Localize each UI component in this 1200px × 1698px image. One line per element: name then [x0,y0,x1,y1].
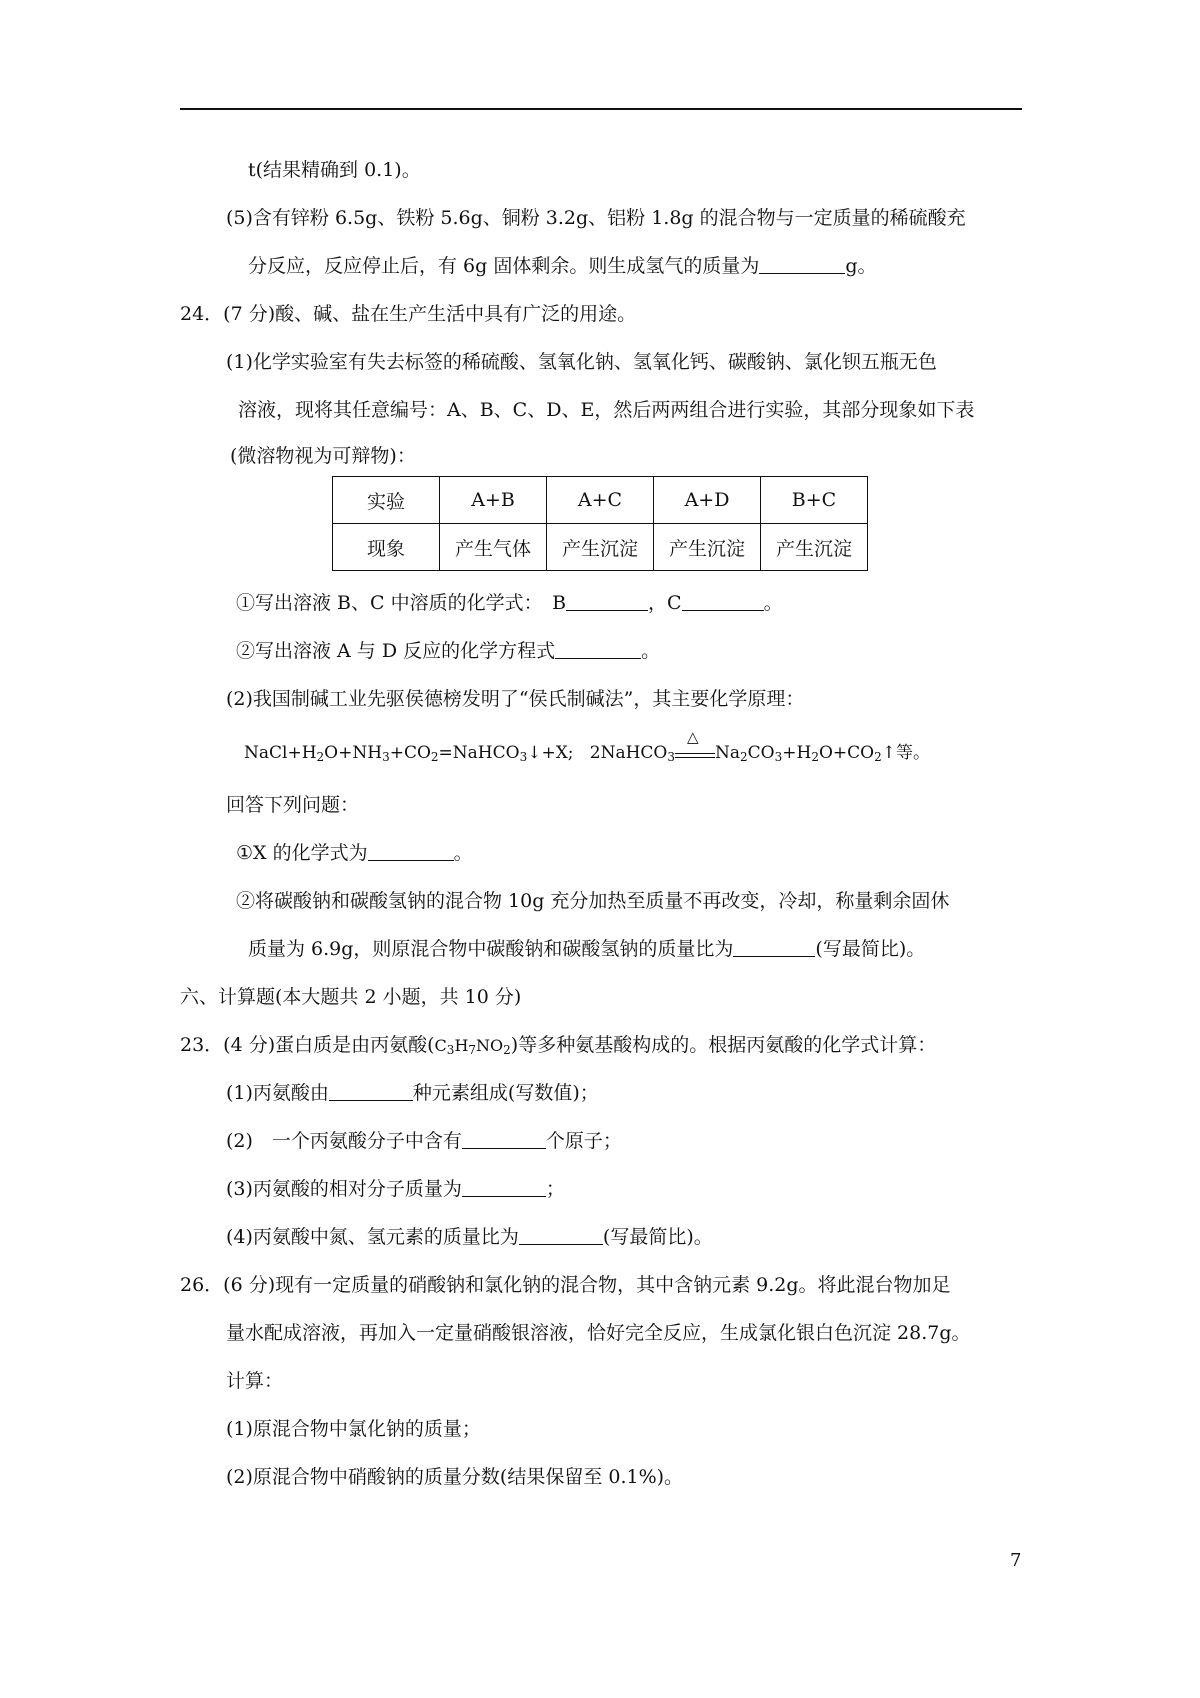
table-row [333,524,868,571]
text-line: ①写出溶液 B、C 中溶质的化学式： B ，C 。 [236,592,783,614]
text-line: (2)我国制碱工业先驱侯德榜发明了“侯氏制碱法”，其主要化学原理： [226,688,805,710]
text-line: ①X 的化学式为 。 [236,842,473,864]
question-24: 24．(7 分)酸、碱、盐在生产生活中具有广泛的用途。 [180,303,637,325]
answer-blank[interactable] [368,842,454,861]
table-cell: 产生气体 [440,524,547,571]
answer-blank[interactable] [733,938,815,957]
text-line: 质量为 6.9g，则原混合物中碳酸钠和碳酸氢钠的质量比为 (写最简比)。 [248,938,926,960]
text-line: ②写出溶液 A 与 D 反应的化学方程式 。 [236,640,661,662]
table-cell: 产生沉淀 [654,524,761,571]
answer-blank[interactable] [329,1082,413,1101]
text-line: (3)丙氨酸的相对分子质量为 ； [226,1178,565,1200]
table-cell: 现象 [333,524,440,571]
text-line: (1)丙氨酸由 种元素组成(写数值)； [226,1082,599,1104]
answer-blank[interactable] [519,1226,603,1245]
text-line: (微溶物视为可辩物)： [230,445,416,467]
table-cell: 实验 [333,477,440,524]
question-23: 23．(4 分)蛋白质是由丙氨酸$(C_3H_7NO_2)$等多种氨基酸构成的。根据丙氨酸的化学式计算： [180,1034,937,1057]
text-line: (1)原混合物中氯化钠的质量； [226,1418,481,1440]
table-cell: A+B [440,477,547,524]
answer-blank[interactable] [462,1178,546,1197]
answer-blank[interactable] [759,255,845,274]
text-line: (4)丙氨酸中氮、氢元素的质量比为 (写最简比)。 [226,1226,713,1248]
table-header-row [333,477,868,524]
answer-blank[interactable] [555,640,641,659]
question-26: 26．(6 分)现有一定质量的硝酸钠和氯化钠的混合物，其中含钠元素 9.2g。将此混台物加足 [180,1274,951,1296]
heat-condition: △ [675,745,715,758]
text-line: 回答下列问题： [226,794,360,816]
text-line: 分反应，反应停止后，有 6g 固体剩余。则生成氢气的质量为 g。 [248,255,877,277]
text-line: 溶液，现将其任意编号：A、B、C、D、E，然后两两组合进行实验，其部分现象如下表 [238,399,975,421]
header-rule [180,108,1022,110]
answer-blank[interactable] [462,1130,546,1149]
text-line: 计算： [226,1370,284,1392]
text-line: (2) 一个丙氨酸分子中含有 个原子； [226,1130,622,1152]
text-line: ②将碳酸钠和碳酸氢钠的混合物 10g 充分加热至质量不再改变，冷却，称量剩余固休 [236,890,950,912]
text-line: 量水配成溶液，再加入一定量硝酸银溶液，恰好完全反应，生成氯化银白色沉淀 28.7g。 [226,1322,971,1344]
answer-blank-c[interactable] [682,592,764,611]
table-cell: 产生沉淀 [547,524,654,571]
answer-blank-b[interactable] [566,592,648,611]
table-cell: 产生沉淀 [761,524,868,571]
text-line: (5)含有锌粉 6.5g、铁粉 5.6g、铜粉 3.2g、铝粉 1.8g 的混合物与一定质量的稀硫酸充 [226,207,966,229]
page-number: 7 [1010,1550,1022,1571]
text-line: (1)化学实验室有失去标签的稀硫酸、氢氧化钠、氢氧化钙、碳酸钠、氯化钡五瓶无色 [226,351,937,373]
text-line: t(结果精确到 0.1)。 [248,159,421,181]
section-heading: 六、计算题(本大题共 2 小题，共 10 分) [180,986,522,1008]
experiment-table [332,476,868,571]
table-cell: A+D [654,477,761,524]
table-cell: A+C [547,477,654,524]
table-cell: B+C [761,477,868,524]
chemical-equation: $NaCl+H_2O+NH_3+CO_2=NaHCO_3↓+X$; 2NaHCO$_3$ △ $Na_2CO_3+H_2O+CO_2↑$等。 [244,728,930,764]
text-line: (2)原混合物中硝酸钠的质量分数(结果保留至 0.1%)。 [226,1466,684,1488]
